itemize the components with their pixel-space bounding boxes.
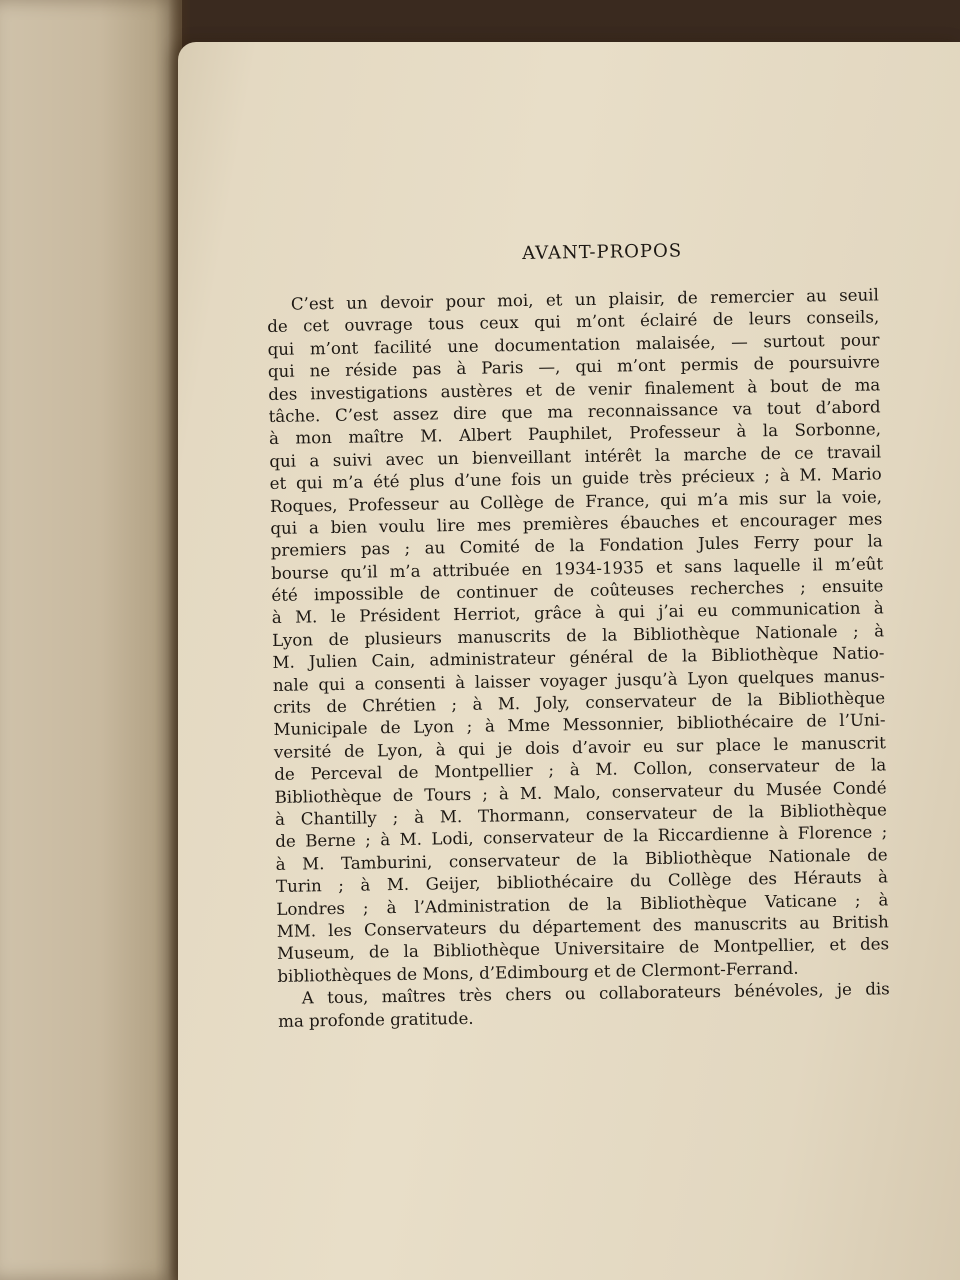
text-line: Municipale de Lyon ; à Mme Messonnier, bibliothécaire de l’Uni- bbox=[273, 710, 886, 740]
text-line: A tous, maîtres très chers ou collaborateurs bénévoles, je dis bbox=[301, 979, 890, 1008]
text-line: premiers pas ; au Comité de la Fondation Jules Ferry pour la bbox=[270, 531, 883, 561]
text-line: Bibliothèque de Tours ; à M. Malo, conservateur du Musée Condé bbox=[274, 777, 887, 807]
text-line: à M. le Président Herriot, grâce à qui j’ai eu communication à bbox=[271, 598, 884, 628]
text-line: à M. Tamburini, conservateur de la Bibliothèque Nationale de bbox=[275, 845, 888, 874]
text-line: qui a suivi avec un bienveillant intérêt la marche de ce travail bbox=[269, 442, 882, 471]
text-line: C’est un devoir pour moi, et un plaisir, de remercier au seuil bbox=[290, 285, 879, 314]
text-line: crits de Chrétien ; à M. Joly, conservateur de la Bibliothèque bbox=[273, 688, 886, 717]
text-line: été impossible de continuer de coûteuses recherches ; ensuite bbox=[271, 576, 884, 606]
text-line: des investigations austères et de venir finalement à bout de ma bbox=[268, 374, 881, 404]
text-line: tâche. C’est assez dire que ma reconnaissance va tout d’abord bbox=[268, 397, 881, 426]
text-line: MM. les Conservateurs du département des manuscrits au British bbox=[276, 912, 889, 941]
text-line: bibliothèques de Mons, d’Edimbourg et de Clermont-Ferrand. bbox=[277, 958, 799, 986]
text-line: à mon maître M. Albert Pauphilet, Professeur à la Sorbonne, bbox=[268, 419, 882, 449]
text-line: Museum, de la Bibliothèque Universitaire de Montpellier, et des bbox=[276, 934, 890, 964]
text-line: de Perceval de Montpellier ; à M. Collon, conservateur de la bbox=[274, 755, 887, 785]
left-page bbox=[0, 0, 182, 1280]
right-page bbox=[178, 42, 960, 1280]
text-line: versité de Lyon, à qui je dois d’avoir eu sur place le manuscrit bbox=[273, 733, 887, 762]
text-line: Londres ; à l’Administration de la Bibliothèque Vaticane ; à bbox=[276, 889, 889, 919]
text-line: qui ne réside pas à Paris —, qui m’ont permis de poursuivre bbox=[267, 352, 881, 382]
text-line: nale qui a consenti à laisser voyager jusqu’à Lyon quelques manus- bbox=[272, 665, 885, 695]
text-line: et qui m’a été plus d’une fois un guide très précieux ; à M. Mario bbox=[269, 464, 882, 494]
text-line: Turin ; à M. Geijer, bibliothécaire du Collège des Hérauts à bbox=[275, 867, 889, 897]
text-line: Roques, Professeur au Collège de France, qui m’a mis sur la voie, bbox=[269, 486, 883, 516]
text-line: de Berne ; à M. Lodi, conservateur de la Riccardienne à Florence ; bbox=[275, 822, 888, 852]
text-line: ma profonde gratitude. bbox=[278, 1008, 474, 1031]
text-line: M. Julien Cain, administrateur général de la Bibliothèque Natio- bbox=[272, 643, 885, 673]
text-line: Lyon de plusieurs manuscrits de la Bibliothèque Nationale ; à bbox=[272, 621, 885, 650]
page-content bbox=[266, 237, 890, 1032]
text-line: qui a bien voulu lire mes premières ébauches et encourager mes bbox=[270, 509, 883, 538]
text-line: bourse qu’il m’a attribuée en 1934-1935 et sans laquelle il m’eût bbox=[270, 554, 884, 583]
text-line: qui m’ont facilité une documentation malaisée, — surtout pour bbox=[267, 330, 880, 359]
text-line: à Chantilly ; à M. Thormann, conservateur de la Bibliothèque bbox=[274, 800, 888, 829]
text-line: de cet ouvrage tous ceux qui m’ont éclairé de leurs conseils, bbox=[267, 307, 880, 337]
page-title: AVANT-PROPOS bbox=[521, 240, 683, 264]
